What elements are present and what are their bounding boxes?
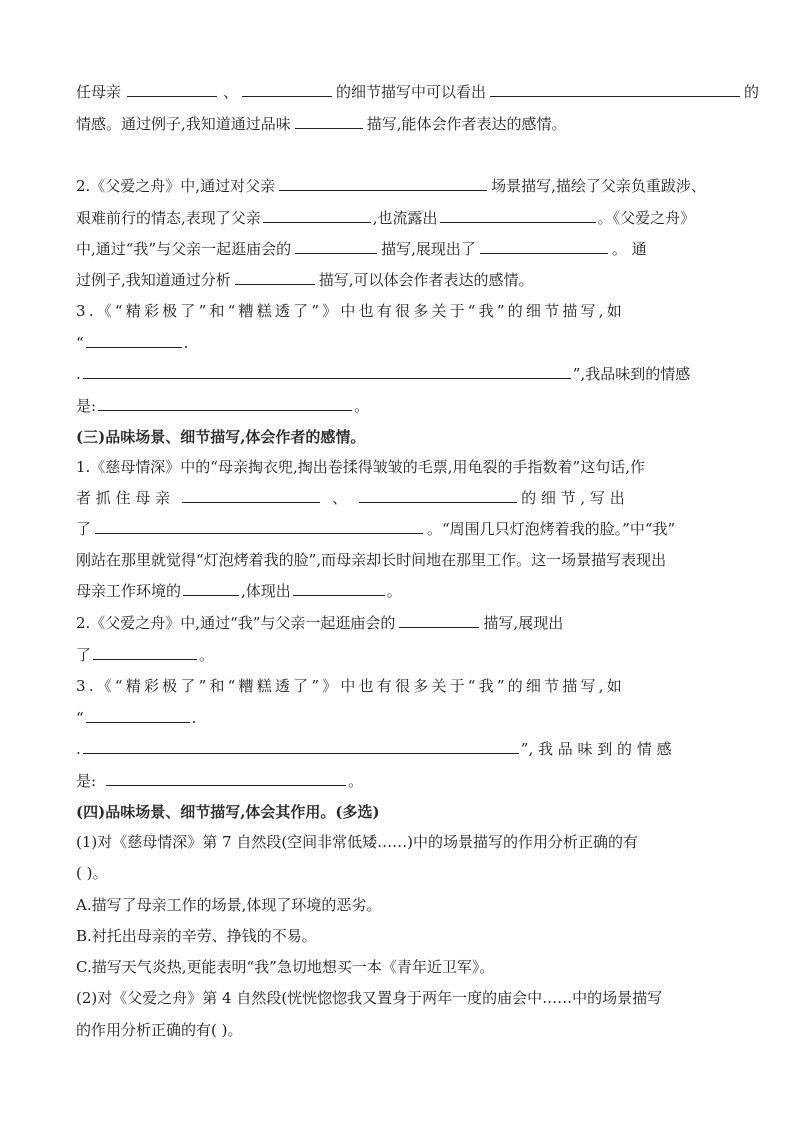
question-line <box>76 208 718 228</box>
answer-blank[interactable] <box>93 645 197 660</box>
answer-blank[interactable] <box>98 396 352 411</box>
question-line <box>76 457 718 477</box>
text: . <box>76 740 81 758</box>
question-line <box>76 550 718 570</box>
answer-blank[interactable] <box>83 364 571 379</box>
text: 场景描写,描绘了父亲负重跋涉、 <box>491 177 706 195</box>
answer-blank[interactable] <box>399 613 479 628</box>
section-heading: (三)品味场景、细节描写,体会作者的感情。 <box>76 428 366 446</box>
question-line <box>76 613 718 633</box>
question-line <box>76 176 718 196</box>
section-heading: (四)品味场景、细节描写,体会其作用。(多选) <box>76 803 380 821</box>
answer-bracket[interactable]: 的作用分析正确的有( )。 <box>76 1021 243 1039</box>
answer-blank[interactable] <box>295 239 377 254</box>
question-line <box>76 1020 718 1040</box>
answer-blank[interactable] <box>183 581 239 596</box>
text: 者 抓 住 母 亲 <box>76 489 171 507</box>
question-line <box>76 708 718 728</box>
answer-blank[interactable] <box>106 771 346 786</box>
text: 。 <box>386 582 402 600</box>
question-line <box>76 739 718 759</box>
answer-blank[interactable] <box>440 208 596 223</box>
text: 3.《“精彩极了”和“糟糕透了”》中也有很多关于“我”的细节描写,如 <box>76 302 625 320</box>
text: 。“周围几只灯泡烤着我的脸。”中“我” <box>427 520 676 538</box>
question-line <box>76 519 718 539</box>
text: 是: <box>76 772 97 790</box>
question-line <box>76 333 718 353</box>
answer-blank[interactable] <box>480 239 608 254</box>
question-line <box>76 863 718 883</box>
text: 3.《“精彩极了”和“糟糕透了”》中也有很多关于“我”的细节描写,如 <box>76 677 625 695</box>
answer-blank[interactable] <box>295 114 363 129</box>
text: 是: <box>76 397 97 415</box>
option-a[interactable]: A.描写了母亲工作的场景,体现了环境的恶劣。 <box>76 896 382 914</box>
answer-blank[interactable] <box>127 82 217 97</box>
text: ,体现出 <box>241 582 291 600</box>
text: 中,通过“我”与父亲一起逛庙会的 <box>76 240 292 258</box>
answer-blank[interactable] <box>490 82 740 97</box>
text: ,也流露出 <box>372 209 438 227</box>
question-line <box>76 396 718 416</box>
text: (2)对《父爱之舟》第 4 自然段(恍恍惚惚我又置身于两年一度的庙会中……中的场景描写 <box>76 989 663 1007</box>
text: 描写,展现出了 <box>381 240 476 258</box>
question-line <box>76 301 718 321</box>
text: . <box>191 709 197 727</box>
text: 艰难前行的情态,表现了父亲 <box>76 209 261 227</box>
question-line <box>76 771 718 791</box>
text: 、 <box>223 83 239 101</box>
text: 过例子,我知道通过分析 <box>76 271 231 289</box>
question-line <box>76 676 718 696</box>
option-c[interactable]: C.描写天气炎热,更能表明“我”急切地想买一本《青年近卫军》。 <box>76 958 495 976</box>
answer-bracket[interactable]: ( )。 <box>76 864 108 882</box>
text: . <box>183 334 189 352</box>
answer-blank[interactable] <box>293 581 385 596</box>
text: 。 <box>199 646 215 664</box>
text: 描写,可以体会作者表达的感情。 <box>318 271 534 289</box>
text: (1)对《慈母情深》第 7 自然段(空间非常低矮……)中的场景描写的作用分析正确的有 <box>76 833 639 851</box>
text: “ <box>76 709 84 727</box>
text: 母亲工作环境的 <box>76 582 182 600</box>
text: 。 <box>354 397 370 415</box>
text: 描写,展现出 <box>483 614 564 632</box>
question-line <box>76 832 718 852</box>
text: 2.《父爱之舟》中,通过对父亲 <box>76 177 276 195</box>
question-line <box>76 645 718 665</box>
question-line <box>76 581 718 601</box>
question-line <box>76 364 718 384</box>
paragraph-line <box>76 82 760 102</box>
question-line <box>76 239 718 259</box>
text: 、 <box>332 489 348 507</box>
text: 。《父爱之舟》 <box>597 209 696 227</box>
text: 的细节描写中可以看出 <box>336 83 487 101</box>
text: 了 <box>76 520 92 538</box>
text: 。 <box>348 772 364 790</box>
question-line <box>76 488 718 508</box>
answer-blank[interactable] <box>235 270 315 285</box>
text: 情感。通过例子,我知道通过品味 <box>76 115 291 133</box>
question-line <box>76 988 718 1008</box>
answer-blank[interactable] <box>95 519 423 534</box>
text: 。 通 <box>611 240 647 258</box>
text: 2.《父爱之舟》中,通过“我”与父亲一起逛庙会的 <box>76 614 396 632</box>
text: 的 <box>744 83 760 101</box>
answer-blank[interactable] <box>86 708 190 723</box>
answer-blank[interactable] <box>83 739 519 754</box>
text: 任母亲 <box>76 83 122 101</box>
text: 了 <box>76 646 92 664</box>
question-line <box>76 270 718 290</box>
answer-blank[interactable] <box>279 176 487 191</box>
answer-blank[interactable] <box>242 82 332 97</box>
answer-blank[interactable] <box>86 333 182 348</box>
paragraph-line <box>76 114 718 134</box>
option-b[interactable]: B.衬托出母亲的辛劳、挣钱的不易。 <box>76 927 317 945</box>
answer-blank[interactable] <box>359 488 517 503</box>
text: 的 细 节 , 写 出 <box>521 489 625 507</box>
answer-blank[interactable] <box>182 488 320 503</box>
text: 描写,能体会作者表达的感情。 <box>366 115 567 133</box>
text: 刚站在那里就觉得“灯泡烤着我的脸”,而母亲却长时间地在那里工作。这一场景描写表现出 <box>76 551 667 569</box>
text: ”, 我 品 味 到 的 情 感 <box>520 740 672 758</box>
text: “ <box>76 334 84 352</box>
answer-blank[interactable] <box>263 208 371 223</box>
text: ”,我品味到的情感 <box>572 365 691 383</box>
text: 1.《慈母情深》中的“母亲掏衣兜,掏出卷揉得皱皱的毛票,用龟裂的手指数着”这句话,作 <box>76 458 645 476</box>
text: . <box>76 365 81 383</box>
